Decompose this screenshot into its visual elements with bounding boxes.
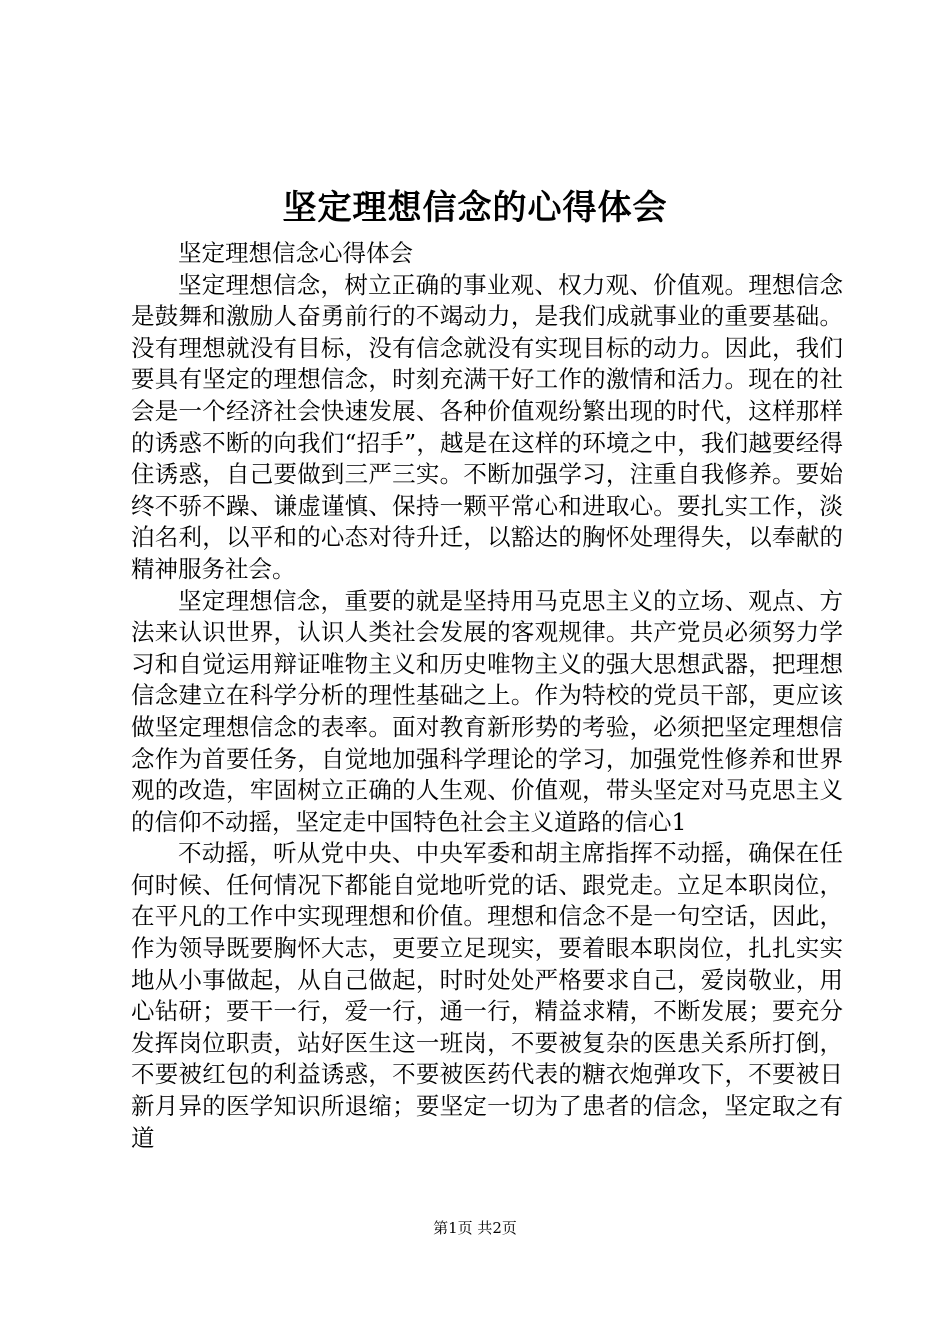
paragraph: 坚定理想信念，重要的就是坚持用马克思主义的立场、观点、方法来认识世界，认识人类社会发展的客观规律。共产党员必须努力学习和自觉运用辩证唯物主义和历史唯物主义的强大思想武器，把理想信念建立在科学分析的理性基础之上。作为特校的党员干部，更应该做坚定理想信念的表率。面对教育新形势的考验，必须把坚定理想信念作为首要任务，自觉地加强科学理论的学习，加强党性修养和世界观的改造，牢固树立正确的人生观、价值观，带头坚定对马克思主义的信仰不动摇，坚定走中国特色社会主义道路的信心1 [131, 586, 843, 836]
page-number-footer: 第1页 共2页 [433, 1219, 517, 1237]
document-body [131, 238, 843, 1154]
paragraph: 不动摇，听从党中央、中央军委和胡主席指挥不动摇，确保在任何时候、任何情况下都能自觉地听党的话、跟党走。立足本职岗位，在平凡的工作中实现理想和价值。理想和信念不是一句空话，因此，作为领导既要胸怀大志，更要立足现实，要着眼本职岗位，扎扎实实地从小事做起，从自己做起，时时处处严格要求自己，爱岗敬业，用心钻研；要干一行，爱一行，通一行，精益求精，不断发展；要充分发挥岗位职责，站好医生这一班岗，不要被复杂的医患关系所打倒，不要被红包的利益诱惑，不要被医药代表的糖衣炮弹攻下，不要被日新月异的医学知识所退缩；要坚定一切为了患者的信念，坚定取之有道 [131, 839, 843, 1152]
document-title: 坚定理想信念的心得体会 [282, 188, 668, 228]
paragraph: 坚定理想信念，树立正确的事业观、权力观、价值观。理想信念是鼓舞和激励人奋勇前行的不竭动力，是我们成就事业的重要基础。没有理想就没有目标，没有信念就没有实现目标的动力。因此，我们要具有坚定的理想信念，时刻充满干好工作的激情和活力。现在的社会是一个经济社会快速发展、各种价值观纷繁出现的时代，这样那样的诱惑不断的向我们“招手”，越是在这样的环境之中，我们越要经得住诱惑，自己要做到三严三实。不断加强学习，注重自我修养。要始终不骄不躁、谦虚谨慎、保持一颗平常心和进取心。要扎实工作，淡泊名利，以平和的心态对待升迁，以豁达的胸怀处理得失，以奉献的精神服务社会。 [131, 270, 843, 583]
paragraph-subtitle: 坚定理想信念心得体会 [178, 239, 413, 267]
